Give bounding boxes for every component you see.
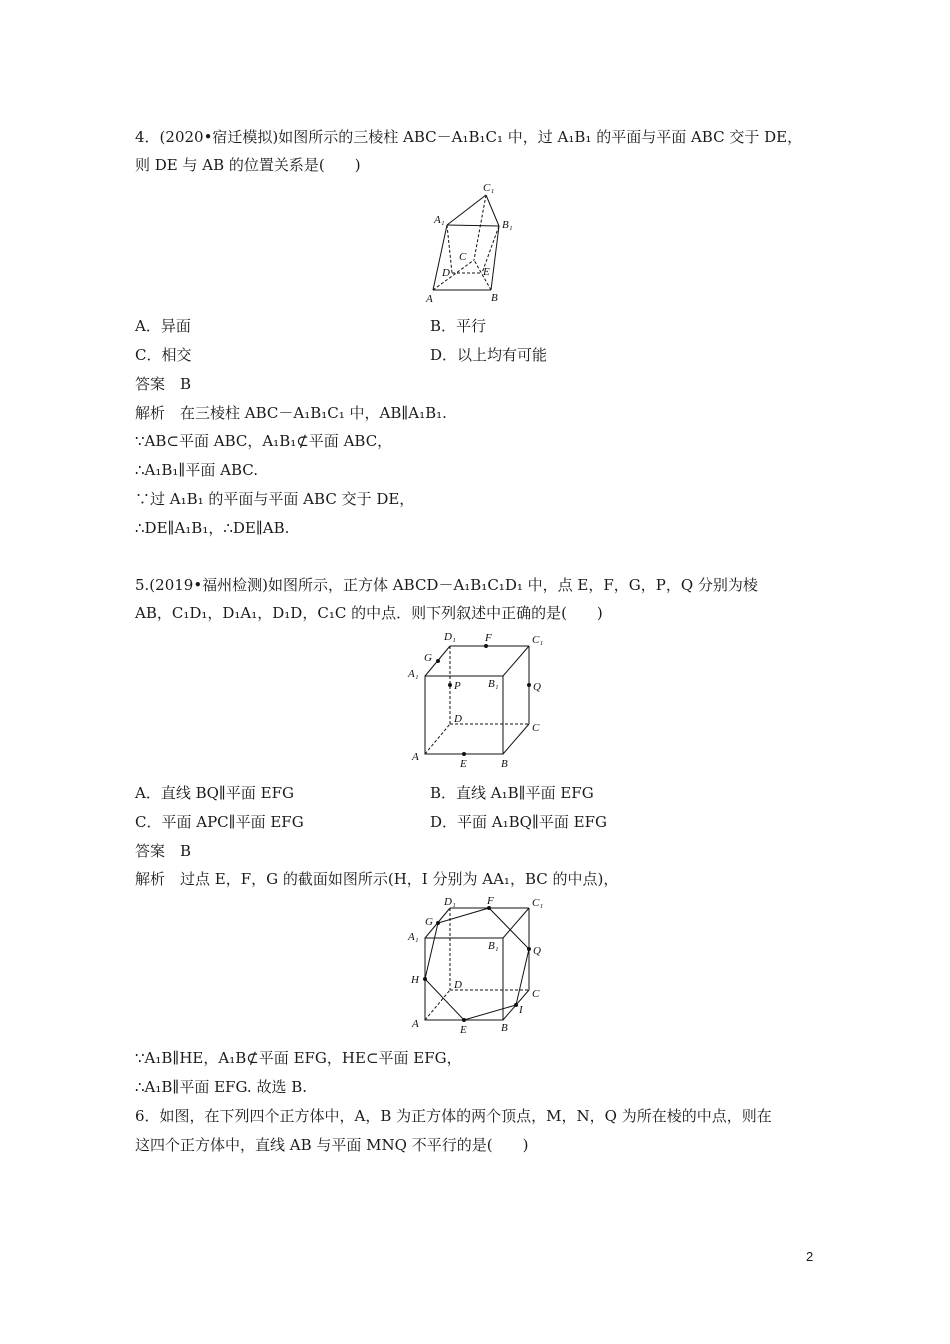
q5-label-a: A xyxy=(412,751,419,763)
q5-label-p: P xyxy=(454,680,461,692)
q4-analysis-line2: ∵AB⊂平面 ABC，A₁B₁⊄平面 ABC， xyxy=(135,432,393,450)
q4-option-d: D．以上均有可能 xyxy=(430,346,548,364)
q5-option-b: B．直线 A₁B∥平面 EFG xyxy=(430,784,594,802)
q5s-label-d1: D₁ xyxy=(444,896,456,908)
q4-label-e: E xyxy=(483,266,490,278)
q5s-label-b1: B₁ xyxy=(488,940,499,952)
q5-label-q: Q xyxy=(533,681,541,693)
q5-label-f: F xyxy=(485,632,492,644)
q5s-label-c1: C₁ xyxy=(532,897,544,909)
q5s-label-c: C xyxy=(532,988,540,1000)
q4-stem-line1: 4．(2020•宿迁模拟)如图所示的三棱柱 ABC－A₁B₁C₁ 中，过 A₁B₁ 的平面与平面 ABC 交于 DE， xyxy=(135,128,803,146)
q4-label-b1: B₁ xyxy=(502,219,513,231)
q5s-label-a1: A₁ xyxy=(408,931,419,943)
q4-label-c: C xyxy=(459,251,467,263)
q5-analysis-line2: ∴A₁B∥平面 EFG. 故选 B. xyxy=(135,1078,308,1096)
q5-label-b: B xyxy=(501,758,508,770)
q5s-label-g: G xyxy=(425,916,433,928)
q4-label-c1: C₁ xyxy=(483,182,495,194)
q5-label-e: E xyxy=(460,758,467,770)
q4-prism-figure xyxy=(420,178,520,306)
q4-option-b: B．平行 xyxy=(430,317,487,335)
q5-label-g: G xyxy=(424,652,432,664)
q4-analysis-line3: ∴A₁B₁∥平面 ABC. xyxy=(135,461,258,479)
q4-label-a: A xyxy=(426,293,433,305)
q5-option-d: D．平面 A₁BQ∥平面 EFG xyxy=(430,813,607,831)
q5-label-d: D xyxy=(454,713,462,725)
q5s-label-b: B xyxy=(501,1022,508,1034)
q5s-label-q: Q xyxy=(533,945,541,957)
q5-analysis-line1: ∵A₁B∥HE，A₁B⊄平面 EFG，HE⊂平面 EFG， xyxy=(135,1049,462,1067)
q5-option-c: C．平面 APC∥平面 EFG xyxy=(135,813,304,831)
q5-section-figure xyxy=(398,896,548,1036)
q5-analysis-intro: 解析 过点 E，F，G 的截面如图所示(H，I 分别为 AA₁，BC 的中点)， xyxy=(135,870,619,888)
q4-analysis-line4: ∵过 A₁B₁ 的平面与平面 ABC 交于 DE， xyxy=(135,490,415,508)
q4-label-b: B xyxy=(491,292,498,304)
q4-option-a: A．异面 xyxy=(135,317,191,335)
q5-label-a1: A₁ xyxy=(408,668,419,680)
q4-option-c: C．相交 xyxy=(135,346,192,364)
q4-stem-line2: 则 DE 与 AB 的位置关系是( ) xyxy=(135,156,361,174)
q4-analysis-line5: ∴DE∥A₁B₁，∴DE∥AB. xyxy=(135,519,290,537)
q5-answer: 答案 B xyxy=(135,842,192,860)
q5-label-c: C xyxy=(532,722,540,734)
q5-label-b1: B₁ xyxy=(488,678,499,690)
q5-label-d1: D₁ xyxy=(444,631,456,643)
page-number: 2 xyxy=(806,1249,814,1264)
q5s-label-e: E xyxy=(460,1024,467,1036)
q4-answer: 答案 B xyxy=(135,375,192,393)
q4-label-d: D xyxy=(442,267,450,279)
q5s-label-a: A xyxy=(412,1018,419,1030)
q5-stem-line2: AB，C₁D₁，D₁A₁，D₁D，C₁C 的中点．则下列叙述中正确的是( ) xyxy=(135,604,603,622)
q5s-label-i: I xyxy=(519,1004,523,1016)
q4-label-a1: A₁ xyxy=(434,214,445,226)
q5-cube-figure xyxy=(398,630,548,770)
q6-stem-line2: 这四个正方体中，直线 AB 与平面 MNQ 不平行的是( ) xyxy=(135,1136,529,1154)
q5s-label-h: H xyxy=(411,974,419,986)
q5s-label-f: F xyxy=(487,896,494,907)
q5-label-c1: C₁ xyxy=(532,634,544,646)
q5s-label-d: D xyxy=(454,979,462,991)
q4-analysis-line1: 解析 在三棱柱 ABC－A₁B₁C₁ 中，AB∥A₁B₁. xyxy=(135,404,447,422)
q6-stem-line1: 6．如图，在下列四个正方体中，A，B 为正方体的两个顶点，M，N，Q 为所在棱的中点，则在 xyxy=(135,1107,772,1125)
q5-stem-line1: 5.(2019•福州检测)如图所示，正方体 ABCD－A₁B₁C₁D₁ 中，点 E，F，G，P，Q 分别为棱 xyxy=(135,576,758,594)
q5-option-a: A．直线 BQ∥平面 EFG xyxy=(135,784,294,802)
